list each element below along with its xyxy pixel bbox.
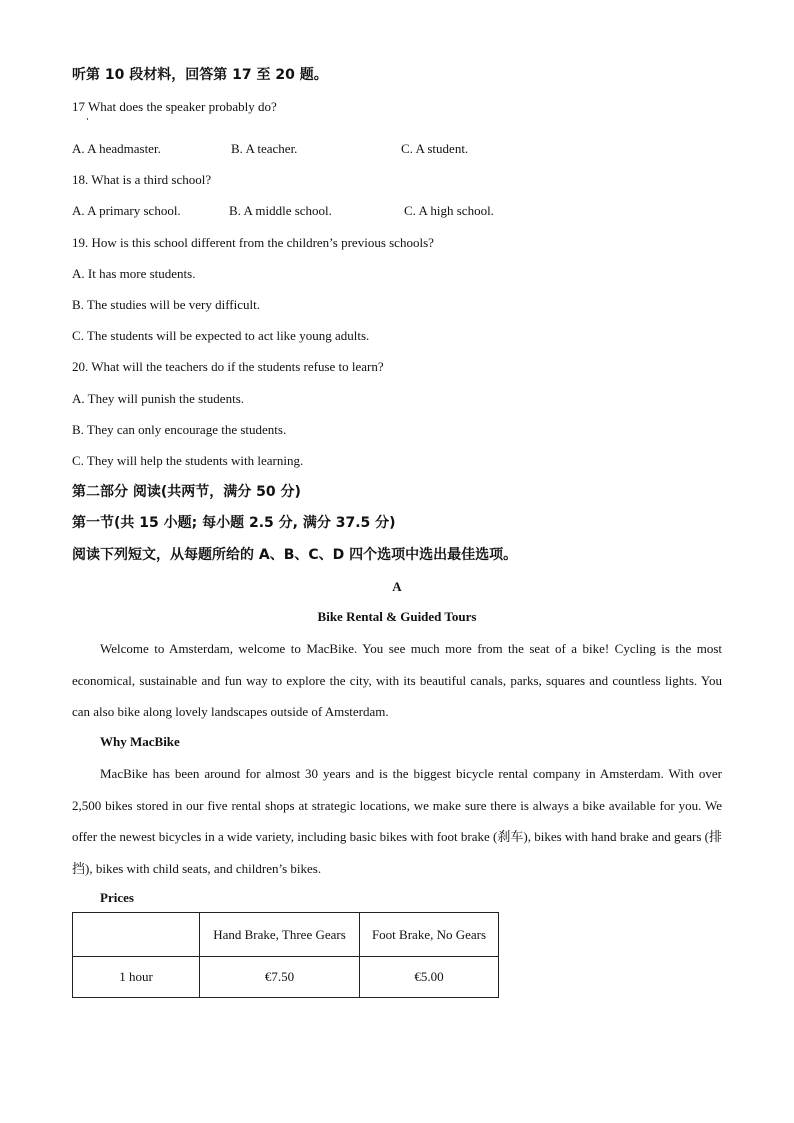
question-17-stem: 17 What does the speaker probably do? (72, 99, 277, 114)
question-17-option-a: A. A headmaster. (72, 141, 161, 156)
question-17-option-c: C. A student. (401, 141, 469, 156)
table-cell: 1 hour (73, 957, 200, 998)
question-19-option-b: B. The studies will be very difficult. (72, 297, 260, 312)
question-18-option-c: C. A high school. (404, 203, 494, 218)
table-cell: €7.50 (200, 957, 360, 998)
question-20-stem: 20. What will the teachers do if the students refuse to learn? (72, 359, 384, 374)
table-row (73, 957, 499, 998)
reading-instructions: 阅读下列短文，从每题所给的 A、B、C、D 四个选项中选出最佳选项。 (72, 547, 518, 563)
table-header-row (73, 913, 499, 957)
question-20-option-c: C. They will help the students with learning. (72, 453, 304, 468)
passage-title: Bike Rental & Guided Tours (317, 609, 477, 624)
passage-paragraph-1: Welcome to Amsterdam, welcome to MacBike. You see much more from the seat of a bike! Cycling is the most economical, sustainable and fun way to explore the city, with its beautiful canals, parks, squares and countless lights. You can also bike along lovely landscapes outside of Amsterdam. (72, 641, 722, 719)
section1-header: 第一节(共 15 小题; 每小题 2.5 分, 满分 37.5 分) (72, 515, 396, 531)
table-header-cell: Hand Brake, Three Gears (200, 913, 360, 957)
prices-heading: Prices (100, 890, 134, 905)
table-header-cell (73, 913, 200, 957)
stray-mark (87, 118, 88, 120)
passage-letter: A (392, 579, 402, 594)
question-18-option-b: B. A middle school. (229, 203, 332, 218)
question-20-option-b: B. They can only encourage the students. (72, 422, 287, 437)
passage-paragraph-2: MacBike has been around for almost 30 years and is the biggest bicycle rental company in Amsterdam. With over 2,500 bikes stored in our five rental shops at strategic locations, we make sure there is always a bike available for you. We offer the newest bicycles in a wide variety, including basic bikes with foot brake (刹车), bikes with hand brake and gears (排挡), bikes with child seats, and children’s bikes. (72, 766, 722, 876)
question-18-stem: 18. What is a third school? (72, 172, 212, 187)
question-17-option-b: B. A teacher. (231, 141, 298, 156)
question-19-option-c: C. The students will be expected to act like young adults. (72, 328, 370, 343)
question-19-option-a: A. It has more students. (72, 266, 196, 281)
question-20-option-a: A. They will punish the students. (72, 391, 245, 406)
section10-header: 听第 10 段材料，回答第 17 至 20 题。 (72, 67, 328, 83)
question-19-stem: 19. How is this school different from the children’s previous schools? (72, 235, 434, 250)
part2-header: 第二部分 阅读(共两节，满分 50 分) (72, 484, 301, 500)
table-header-cell: Foot Brake, No Gears (360, 913, 499, 957)
prices-table (72, 912, 499, 998)
table-cell: €5.00 (360, 957, 499, 998)
why-macbike-heading: Why MacBike (100, 734, 180, 749)
question-18-option-a: A. A primary school. (72, 203, 181, 218)
